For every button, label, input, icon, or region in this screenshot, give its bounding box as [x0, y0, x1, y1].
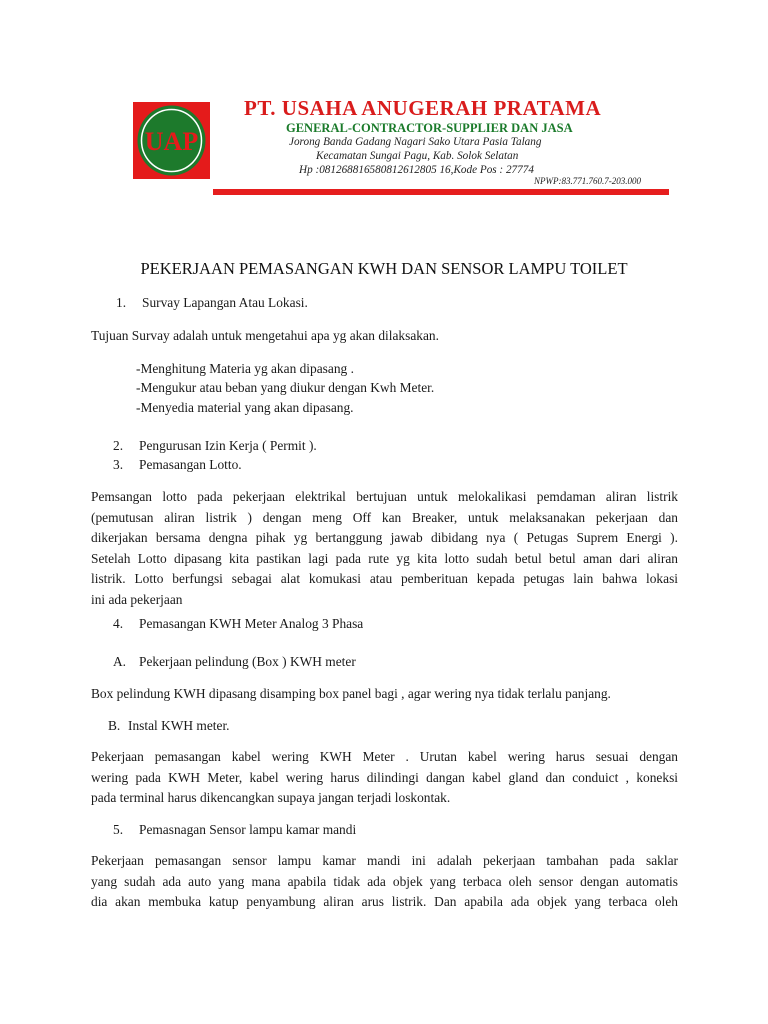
- address-line-1: Jorong Banda Gadang Nagari Sako Utara Pasia Talang: [289, 136, 542, 148]
- paragraph-line: (pemutusan aliran listrik ) dengan meng Off kan Breaker, untuk melaksanakan pekerjaan dan: [91, 509, 678, 525]
- list-number: 1.: [116, 295, 127, 310]
- list-item-a: [113, 654, 356, 670]
- paragraph-line: Setelah Lotto dipasang kita pastikan lagi pada rute yg kita lotto sudah betul betul aman dari aliran: [91, 550, 678, 566]
- list-item-3: [113, 457, 242, 473]
- list-item-1: [116, 295, 308, 311]
- logo-text: UAP: [144, 127, 199, 156]
- address-line-3: Hp :081268816580812612805 16,Kode Pos : 27774: [299, 164, 534, 176]
- survey-point: -Menyedia material yang akan dipasang.: [136, 400, 354, 415]
- survey-intro: Tujuan Survay adalah untuk mengetahui apa yg akan dilaksakan.: [91, 328, 439, 343]
- sensor-paragraph: [91, 851, 678, 913]
- address-line-2: Kecamatan Sungai Pagu, Kab. Solok Selatan: [316, 150, 519, 162]
- list-letter: A.: [113, 654, 127, 669]
- paragraph-line: dia akan membuka katup penyambung aliran arus listrik. Dan apabila ada objek yang terbaca oleh: [91, 894, 678, 909]
- paragraph-line: listrik. Lotto berfungsi sebagai alat komukasi atau pemberituan kepada petugas lain bahwa lokasi: [91, 571, 678, 586]
- paragraph-line: wering pada KWH Meter, kabel wering harus dilindingi dangan kabel gland dan conduict , koneksi: [91, 769, 678, 785]
- box-sentence: Box pelindung KWH dipasang disamping box panel bagi , agar wering nya tidak terlalu panjang.: [91, 686, 611, 701]
- list-number: 2.: [113, 438, 124, 453]
- letterhead-divider: [213, 189, 669, 195]
- list-item-text: Pemasangan Lotto.: [139, 457, 242, 472]
- install-paragraph: [91, 747, 678, 809]
- list-item-text: Pemasnagan Sensor lampu kamar mandi: [139, 822, 357, 837]
- list-item-5: [113, 822, 356, 838]
- survey-point: -Mengukur atau beban yang diukur dengan Kwh Meter.: [136, 380, 435, 395]
- list-item-text: Pemasangan KWH Meter Analog 3 Phasa: [139, 616, 364, 631]
- paragraph-line: Pekerjaan pemasangan kabel wering KWH Meter . Urutan kabel wering harus sesuai dengan: [91, 749, 678, 764]
- survey-point: -Menghitung Materia yg akan dipasang .: [136, 361, 354, 376]
- npwp-number: NPWP:83.771.760.7-203.000: [534, 176, 641, 186]
- list-item-2: [113, 438, 317, 454]
- list-number: 5.: [113, 822, 124, 837]
- lotto-paragraph: [91, 487, 678, 610]
- paragraph-line: Pekerjaan pemasangan sensor lampu kamar mandi ini adalah pekerjaan tambahan pada saklar: [91, 853, 678, 868]
- paragraph-line: yang sudah ada auto yang mana apabila tidak ada objek yang terbaca oleh sensor dengan automatis: [91, 873, 678, 889]
- list-number: 4.: [113, 616, 124, 631]
- logo-emblem-icon: [133, 102, 210, 179]
- list-letter: B.: [108, 718, 121, 733]
- list-item-text: Instal KWH meter.: [128, 718, 230, 733]
- company-logo: [133, 102, 210, 179]
- company-subtitle: GENERAL-CONTRACTOR-SUPPLIER DAN JASA: [286, 121, 573, 135]
- paragraph-line: ini ada pekerjaan: [91, 591, 183, 607]
- paragraph-line: dikerjakan bersama dengna pihak yg bertanggung jawab dibidang nya ( Petugas Suprem Energi ).: [91, 530, 678, 545]
- paragraph-line: pada terminal harus dikencangkan supaya jangan terjadi loskontak.: [91, 790, 451, 805]
- company-name: PT. USAHA ANUGERAH PRATAMA: [244, 96, 602, 120]
- list-item-text: Pekerjaan pelindung (Box ) KWH meter: [139, 654, 356, 669]
- paragraph-line: Pemsangan lotto pada pekerjaan elektrikal bertujuan untuk melokalikasi pemdaman aliran listrik: [91, 489, 678, 504]
- list-item-text: Survay Lapangan Atau Lokasi.: [142, 295, 308, 310]
- list-item-4: [113, 616, 363, 632]
- list-item-b: [108, 718, 230, 734]
- document-title: PEKERJAAN PEMASANGAN KWH DAN SENSOR LAMPU TOILET: [140, 259, 628, 278]
- list-item-text: Pengurusan Izin Kerja ( Permit ).: [139, 438, 317, 453]
- list-number: 3.: [113, 457, 124, 472]
